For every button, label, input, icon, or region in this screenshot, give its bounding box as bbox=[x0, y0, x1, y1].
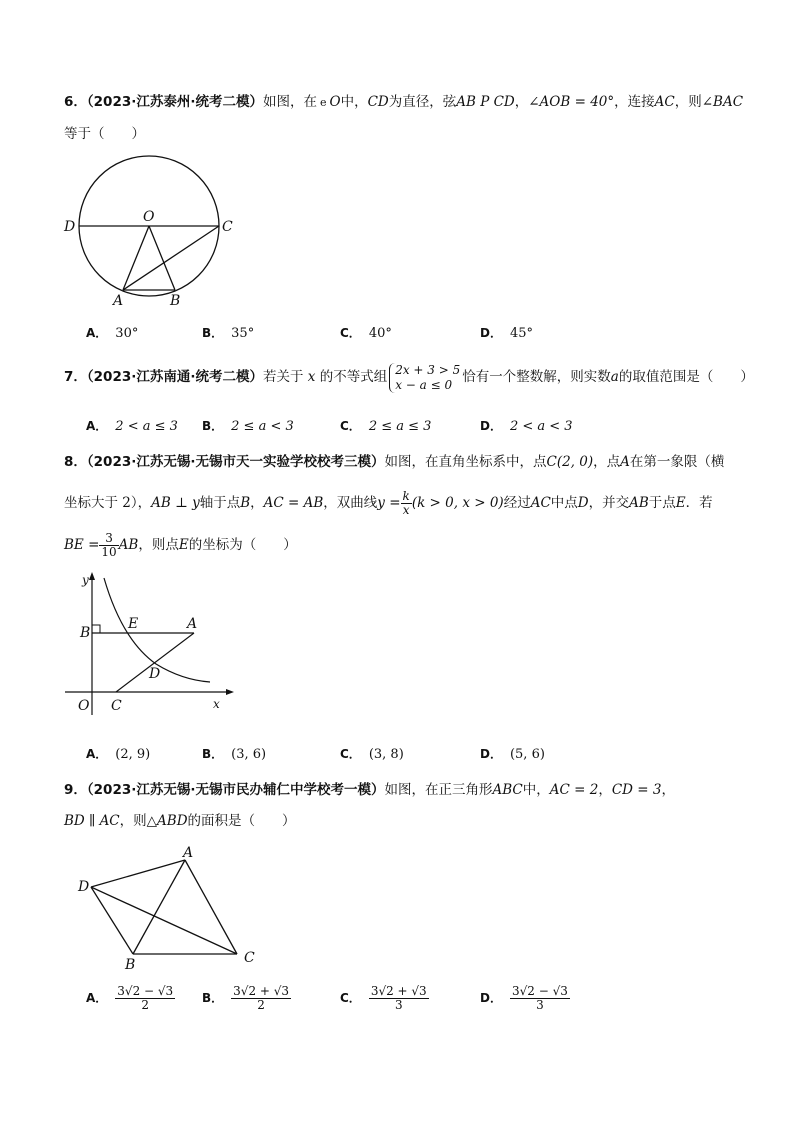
q7-text: 的不等式组 bbox=[319, 369, 388, 385]
q8-d: D bbox=[577, 495, 589, 511]
option-label: C． bbox=[340, 326, 361, 340]
q8-point-c: C(2, 0) bbox=[546, 454, 594, 470]
q9-sep: ， bbox=[661, 782, 675, 798]
label-b: B bbox=[125, 957, 136, 973]
q8-source: （2023·江苏无锡·无锡市天一实验学校校考三模） bbox=[86, 454, 385, 470]
option-label: C． bbox=[340, 419, 361, 433]
option-label: B． bbox=[202, 747, 224, 761]
label-c: C bbox=[244, 950, 255, 966]
q8-ab: AB bbox=[118, 537, 139, 553]
q9-line1 bbox=[64, 780, 675, 800]
x-axis-arrow bbox=[226, 689, 234, 695]
q7-text: 的取值范围是（ ） bbox=[618, 369, 754, 385]
q8-line1 bbox=[64, 452, 724, 472]
option-value: 30° bbox=[115, 326, 139, 341]
q7-source: （2023·江苏南通·统考二模） bbox=[86, 369, 263, 385]
option-value: 2 < a < 3 bbox=[509, 419, 573, 434]
circle-symbol: e bbox=[320, 96, 327, 109]
q8-text: 坐标大于 2）， bbox=[64, 495, 152, 511]
q8-y-eq: y = bbox=[377, 495, 401, 511]
q9-option-b[interactable] bbox=[202, 985, 291, 1012]
q7-text: 若关于 bbox=[263, 369, 304, 385]
segment-ab bbox=[133, 860, 185, 954]
q9-text: 如图，在正三角形 bbox=[384, 782, 493, 798]
segment-ac bbox=[185, 860, 237, 954]
q8-line2 bbox=[64, 488, 713, 518]
q8-sep: ， bbox=[250, 495, 264, 511]
option-value: 2 ≤ a ≤ 3 bbox=[368, 419, 432, 434]
q6-angle-q: ∠BAC bbox=[701, 94, 744, 110]
q9-text: 的面积是（ ） bbox=[187, 813, 296, 829]
q7-line1 bbox=[64, 360, 754, 394]
q9-option-c[interactable] bbox=[340, 985, 429, 1012]
option-label: C． bbox=[340, 747, 361, 761]
q6-option-b[interactable] bbox=[202, 324, 254, 341]
q8-text: ，并交 bbox=[588, 495, 630, 511]
q9-text: ，则 bbox=[119, 813, 147, 829]
q8-text: ，双曲线 bbox=[323, 495, 378, 511]
inequality-system bbox=[389, 363, 460, 393]
label-x: x bbox=[213, 697, 220, 711]
label-a: A bbox=[183, 845, 194, 861]
option-label: A． bbox=[86, 419, 108, 433]
q6-circle-figure bbox=[60, 155, 240, 315]
q9-line2 bbox=[64, 811, 296, 831]
q9-cd: CD = 3 bbox=[611, 782, 662, 798]
option-label: A． bbox=[86, 991, 108, 1005]
frac-den: 3 bbox=[394, 998, 403, 1012]
option-value: 2 ≤ a < 3 bbox=[231, 419, 294, 434]
q7-number: 7． bbox=[64, 369, 87, 385]
label-b: B bbox=[170, 293, 181, 309]
q6-ab-parallel-cd: AB P CD bbox=[456, 94, 515, 110]
q8-be: BE = bbox=[64, 537, 100, 553]
label-e: E bbox=[128, 616, 139, 632]
q6-line1 bbox=[64, 92, 743, 113]
label-o: O bbox=[78, 698, 90, 714]
q6-cd: CD bbox=[367, 94, 389, 110]
q6-source: （2023·江苏泰州·统考二模） bbox=[86, 94, 263, 110]
q8-text: ，则点 bbox=[138, 537, 179, 553]
q8-b: B bbox=[240, 495, 251, 511]
q8-text: 中点 bbox=[550, 495, 578, 511]
q8-text: 于点 bbox=[648, 495, 676, 511]
q6-text: 中， bbox=[340, 94, 368, 110]
q6-sep: ， bbox=[514, 94, 529, 110]
option-value: (3, 6) bbox=[231, 747, 267, 762]
frac-num: k bbox=[402, 489, 410, 503]
option-label: B． bbox=[202, 419, 224, 433]
q6-text: ，则 bbox=[674, 94, 702, 110]
option-value: (2, 9) bbox=[115, 747, 151, 762]
label-o: O bbox=[143, 209, 155, 225]
label-y: y bbox=[82, 573, 89, 587]
q8-text: 如图，在直角坐标系中，点 bbox=[384, 454, 547, 470]
q6-option-c[interactable] bbox=[340, 324, 392, 341]
q8-eq: AC = AB bbox=[263, 495, 324, 511]
q7-option-a[interactable] bbox=[86, 417, 178, 434]
q8-text: 在第一象限（横 bbox=[629, 454, 725, 470]
q6-o: O bbox=[329, 94, 341, 110]
option-value: (5, 6) bbox=[509, 747, 545, 762]
q6-angle-eq: ∠AOB = 40° bbox=[528, 94, 615, 110]
frac-den: 2 bbox=[141, 998, 150, 1012]
option-label: D． bbox=[480, 326, 502, 340]
segment-da bbox=[91, 860, 185, 887]
option-value: 35° bbox=[231, 326, 255, 341]
option-label: A． bbox=[86, 747, 108, 761]
q9-ac: AC = 2 bbox=[549, 782, 599, 798]
frac-num: 3 bbox=[99, 532, 118, 546]
option-fraction bbox=[510, 985, 570, 1012]
right-angle-mark bbox=[92, 625, 100, 633]
q9-abc: ABC bbox=[492, 782, 523, 798]
q9-text: 中， bbox=[522, 782, 550, 798]
q7-text: 恰有一个整数解，则实数 bbox=[462, 369, 611, 385]
frac-den: x bbox=[402, 503, 410, 517]
frac-den: 2 bbox=[257, 998, 265, 1012]
label-c: C bbox=[222, 219, 233, 235]
ineq-1: 2x + 3 > 5 bbox=[395, 362, 461, 377]
y-axis-arrow bbox=[89, 572, 95, 580]
option-label: A． bbox=[86, 326, 108, 340]
option-value: 40° bbox=[368, 326, 392, 341]
q8-text: 轴于点 bbox=[199, 495, 241, 511]
frac-den: 10 bbox=[101, 545, 117, 559]
q9-number: 9． bbox=[64, 782, 87, 798]
label-b: B bbox=[80, 625, 91, 641]
q9-triangle-figure bbox=[70, 845, 270, 975]
fraction-k-over-x bbox=[401, 490, 412, 517]
q9-bd-parallel-ac: BD ∥ AC bbox=[64, 813, 120, 829]
q8-option-c[interactable] bbox=[340, 745, 404, 762]
q9-option-d[interactable] bbox=[480, 985, 570, 1012]
q9-triangle: △ABD bbox=[146, 813, 188, 829]
q8-ab: AB bbox=[629, 495, 649, 511]
fraction-3-over-10 bbox=[99, 532, 118, 559]
option-value: (3, 8) bbox=[368, 747, 404, 762]
q7-option-c[interactable] bbox=[340, 417, 431, 434]
option-value: 2 < a ≤ 3 bbox=[115, 419, 178, 434]
q6-text: 如图，在 bbox=[263, 94, 317, 110]
label-d: D bbox=[78, 879, 90, 895]
option-label: D． bbox=[480, 991, 502, 1005]
q9-sep: ， bbox=[598, 782, 612, 798]
label-c: C bbox=[111, 698, 122, 714]
frac-den: 3 bbox=[536, 998, 544, 1012]
option-label: C． bbox=[340, 991, 361, 1005]
segment-oa bbox=[123, 226, 149, 290]
q8-option-a[interactable] bbox=[86, 745, 150, 762]
option-label: D． bbox=[480, 419, 502, 433]
frac-num: 3√2 − √3 bbox=[117, 984, 174, 998]
q9-option-a[interactable] bbox=[86, 985, 175, 1012]
q7-option-d[interactable] bbox=[480, 417, 573, 434]
segment-ac bbox=[116, 633, 194, 692]
q6-option-d[interactable] bbox=[480, 324, 533, 341]
q8-line3 bbox=[64, 530, 297, 560]
q8-option-d[interactable] bbox=[480, 745, 545, 762]
q8-option-b[interactable] bbox=[202, 745, 266, 762]
option-label: B． bbox=[202, 326, 224, 340]
q8-number: 8． bbox=[64, 454, 87, 470]
q7-x: x bbox=[307, 369, 316, 385]
q8-a: A bbox=[620, 454, 630, 470]
q8-text: ，点 bbox=[593, 454, 621, 470]
frac-num: 3√2 − √3 bbox=[511, 984, 568, 998]
label-a: A bbox=[187, 616, 198, 632]
frac-num: 3√2 + √3 bbox=[370, 984, 427, 998]
q8-coordinate-figure bbox=[60, 570, 240, 720]
q8-text: 的坐标为（ ） bbox=[188, 537, 297, 553]
option-fraction bbox=[369, 985, 429, 1012]
q7-option-b[interactable] bbox=[202, 417, 294, 434]
q6-text: 为直径，弦 bbox=[388, 94, 457, 110]
option-value: 45° bbox=[509, 326, 534, 341]
q6-line2: 等于（ ） bbox=[64, 126, 145, 142]
q6-option-a[interactable] bbox=[86, 324, 138, 341]
label-a: A bbox=[113, 293, 124, 309]
label-d: D bbox=[64, 219, 76, 235]
q6-text: ，连接 bbox=[614, 94, 655, 110]
q6-ac: AC bbox=[654, 94, 675, 110]
ineq-2: x − a ≤ 0 bbox=[395, 377, 453, 392]
q8-e: E bbox=[675, 495, 686, 511]
frac-num: 3√2 + √3 bbox=[233, 984, 290, 998]
option-fraction bbox=[115, 985, 175, 1012]
option-label: B． bbox=[202, 991, 224, 1005]
label-d: D bbox=[149, 666, 161, 682]
option-label: D． bbox=[480, 747, 502, 761]
q6-number: 6． bbox=[64, 94, 87, 110]
q8-text: ．若 bbox=[685, 495, 713, 511]
option-fraction bbox=[231, 985, 291, 1012]
q8-cond: (k > 0, x > 0) bbox=[411, 495, 504, 511]
q8-e: E bbox=[178, 537, 189, 553]
q8-text: 经过 bbox=[503, 495, 531, 511]
q7-a: a bbox=[610, 369, 619, 385]
q8-ac: AC bbox=[530, 495, 551, 511]
q8-perp: AB ⊥ y bbox=[151, 495, 200, 511]
q9-source: （2023·江苏无锡·无锡市民办辅仁中学校考一模） bbox=[86, 782, 385, 798]
